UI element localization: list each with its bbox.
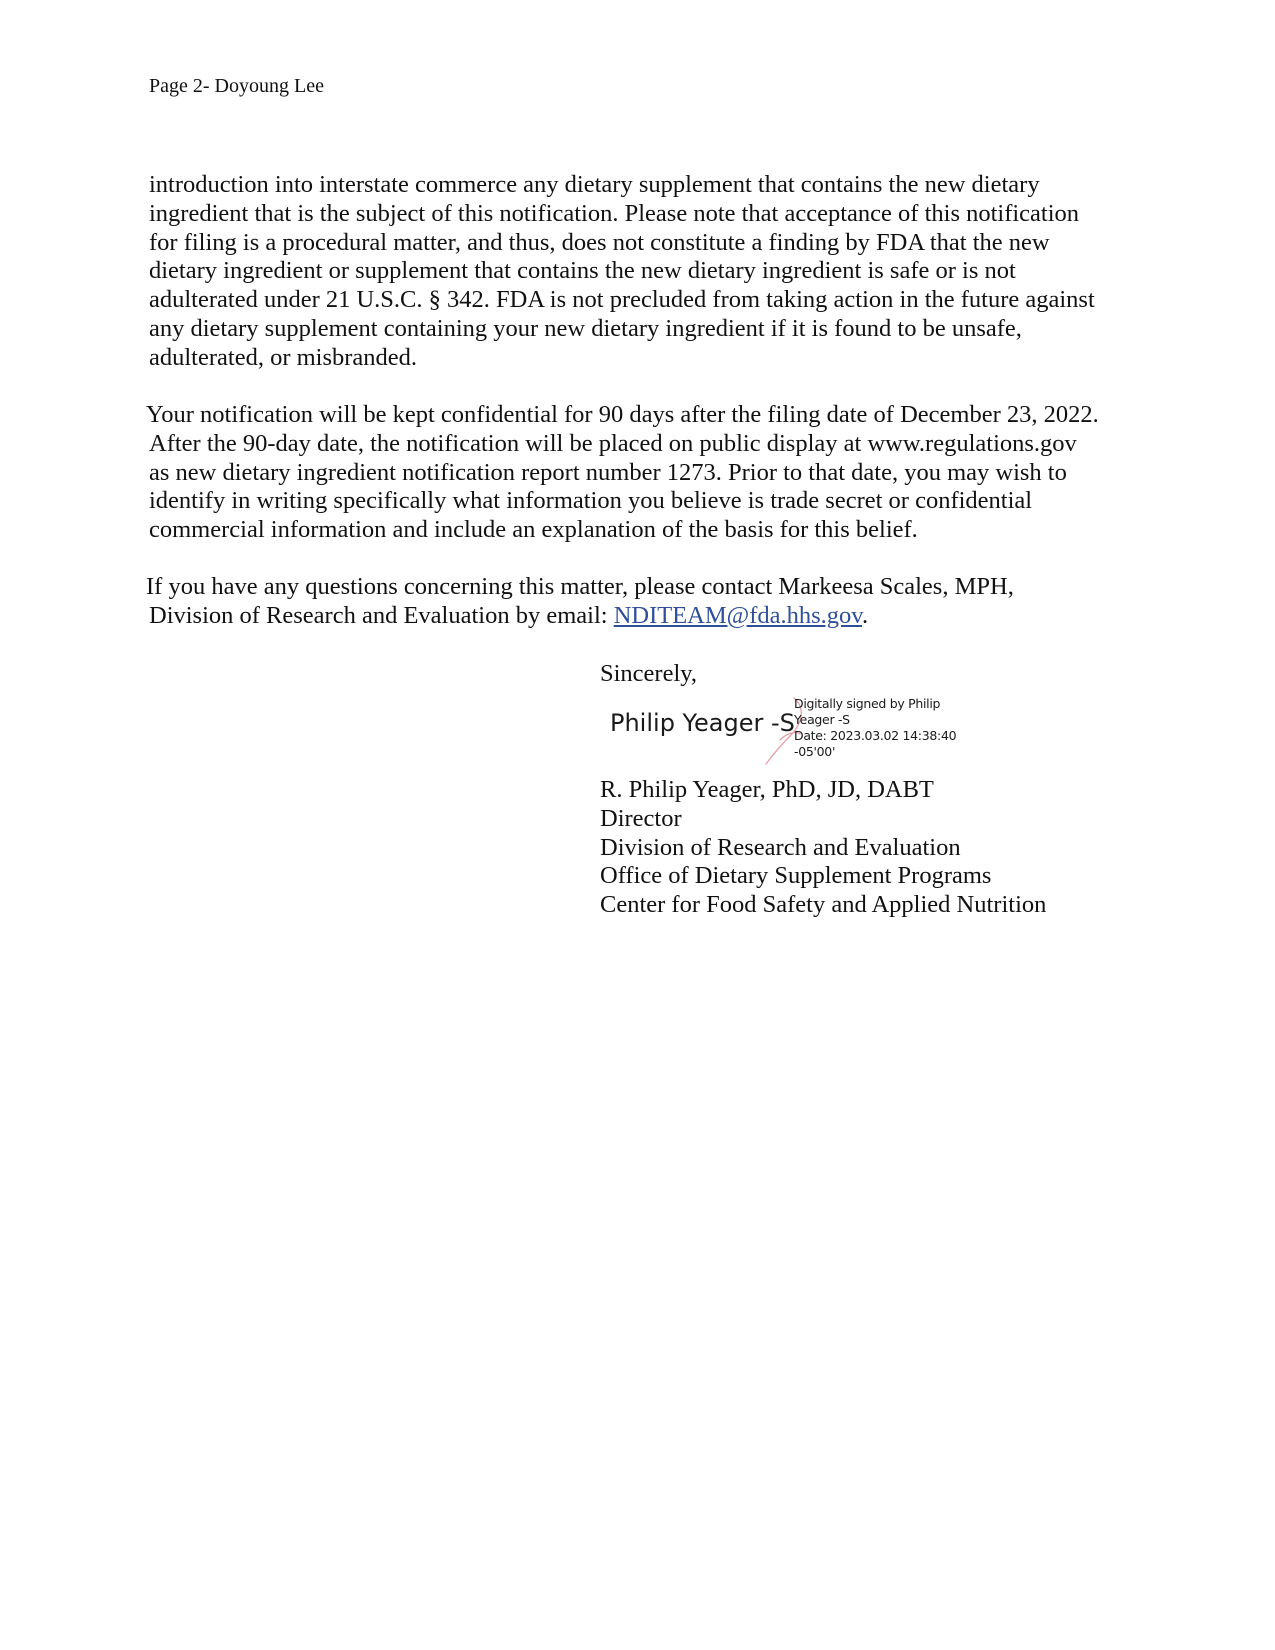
- signatory-name: R. Philip Yeager, PhD, JD, DABT: [600, 776, 934, 803]
- signatory-division: Division of Research and Evaluation: [600, 833, 961, 861]
- signatory-title: Director: [600, 804, 682, 832]
- contact-email-link[interactable]: NDITEAM@fda.hhs.gov: [613, 601, 862, 629]
- paragraph-line: After the 90-day date, the notification will be placed on public display at www.regulations.gov: [149, 429, 1077, 457]
- paragraph-line: any dietary supplement containing your new dietary ingredient if it is found to be unsafe,: [149, 314, 1022, 342]
- paragraph-line: Your notification will be kept confidential for 90 days after the filing date of December 23, 2022.: [146, 401, 1099, 428]
- signature-detail-line: -05'00': [794, 744, 836, 759]
- signatory-office: Office of Dietary Supplement Programs: [600, 862, 992, 890]
- contact-suffix: .: [861, 601, 869, 629]
- signatory-block: [600, 776, 1046, 920]
- closing-salutation: Sincerely,: [600, 660, 698, 687]
- signature-detail-line: Yeager -S: [794, 712, 850, 727]
- digital-signature[interactable]: [610, 694, 970, 766]
- paragraph-line: introduction into interstate commerce any dietary supplement that contains the new dietary: [149, 171, 1040, 198]
- paragraph-line: adulterated under 21 U.S.C. § 342. FDA is not precluded from taking action in the future against: [149, 286, 1095, 314]
- signature-detail-line: Date: 2023.03.02 14:38:40: [794, 728, 957, 743]
- paragraph-line: If you have any questions concerning this matter, please contact Markeesa Scales, MPH,: [146, 573, 1014, 600]
- body-paragraph-contact: [146, 573, 1149, 631]
- contact-prefix: Division of Research and Evaluation by email:: [149, 601, 614, 629]
- paragraph-line: ingredient that is the subject of this notification. Please note that acceptance of this notification: [149, 199, 1080, 227]
- body-paragraph-filing-notice: [149, 171, 1149, 373]
- signature-details: [794, 696, 956, 760]
- paragraph-line: as new dietary ingredient notification report number 1273. Prior to that date, you may wish to: [149, 458, 1067, 486]
- paragraph-line: identify in writing specifically what information you believe is trade secret or confidential: [149, 487, 1033, 515]
- signature-detail-line: Digitally signed by Philip: [794, 696, 941, 711]
- paragraph-line: [149, 602, 1149, 631]
- page-header: Page 2- Doyoung Lee: [149, 75, 324, 97]
- signatory-center: Center for Food Safety and Applied Nutrition: [600, 891, 1047, 919]
- paragraph-line: dietary ingredient or supplement that contains the new dietary ingredient is safe or is not: [149, 257, 1016, 285]
- paragraph-line: commercial information and include an explanation of the basis for this belief.: [149, 516, 918, 544]
- paragraph-line: for filing is a procedural matter, and thus, does not constitute a finding by FDA that the new: [149, 228, 1050, 256]
- paragraph-line: adulterated, or misbranded.: [149, 343, 418, 371]
- body-paragraph-confidentiality: [146, 401, 1149, 545]
- signature-name: Philip Yeager -S: [610, 709, 795, 737]
